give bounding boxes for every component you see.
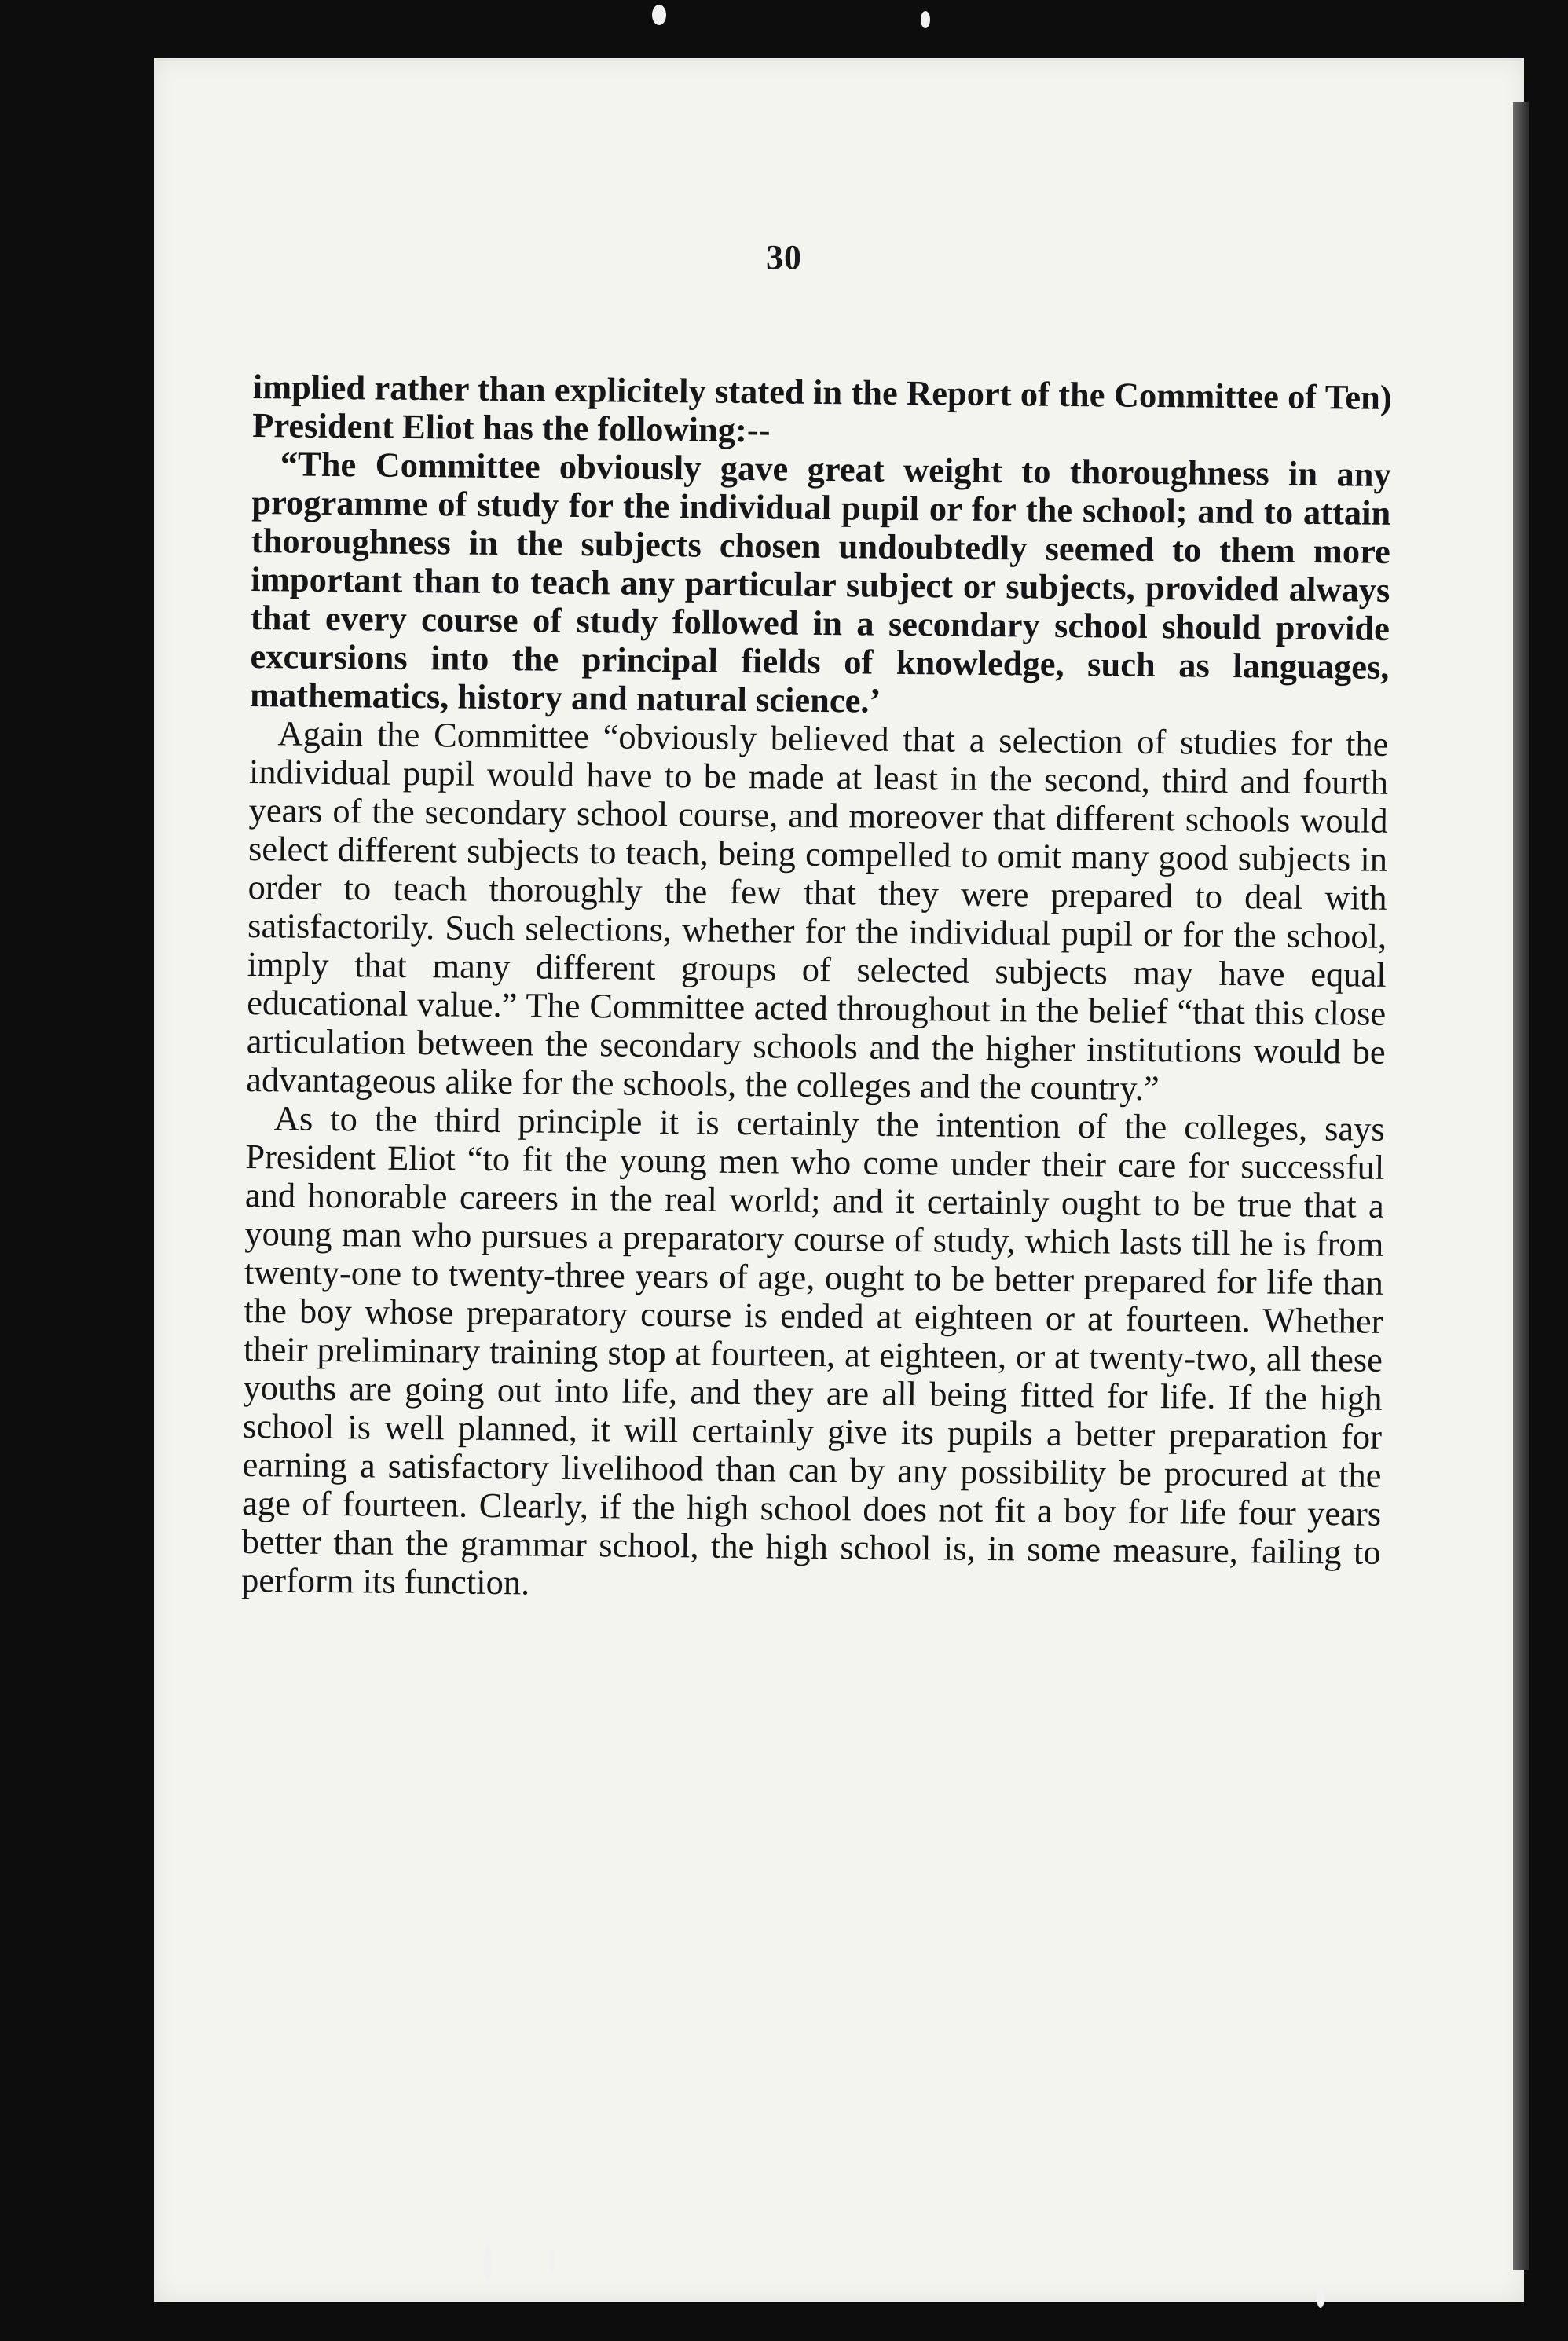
page-edge-shadow	[1513, 102, 1529, 2270]
scan-speck	[921, 11, 930, 28]
scan-speck	[550, 2248, 555, 2272]
scan-speck	[484, 2245, 492, 2281]
paragraph-3: Again the Committee “obviously believed that a selection of studies for the individual pupil would have to be made at least in the second, third and fourth years of the secondary school course, and moreover that different schools would select different subjects to teach, being compelled to omit many good subjects in order to teach thoroughly the few that they were prepared to deal with satisfactorily. Such selections, whether for the individual pupil or for the school, imply that many different groups of selected subjects may have equal educational value.” The Committee acted throughout in the belief “that this close articulation between the secondary schools and the higher institutions would be advantageous alike for the schools, the colleges and the country.”	[246, 713, 1389, 1108]
scan-speck	[1317, 2288, 1324, 2308]
page-number: 30	[766, 238, 802, 277]
scan-speck	[652, 5, 666, 25]
paragraph-2: “The Committee obviously gave great weight to thoroughness in any programme of study for the individual pupil or for the school; and to attain thoroughness in the subjects chosen undoubtedly seemed to them more important than to teach any particular subject or subjects, provided always that every course of study followed in a secondary school should provide excursions into the principal fields of knowledge, such as languages, mathematics, history and natural science.’	[249, 444, 1392, 720]
body-text	[241, 368, 1392, 1610]
paragraph-1: implied rather than explicitely stated in the Report of the Committee of Ten) President Eliot has the following:--	[252, 367, 1392, 450]
paragraph-4: As to the third principle it is certainly the intention of the colleges, says President Eliot “to fit the young men who come under their care for successful and honorable careers in the real world; and it certainly ought to be true that a young man who pursues a preparatory course of study, which lasts till he is from twenty-one to twenty-three years of age, ought to be better prepared for life than the boy whose preparatory course is ended at eighteen or at fourteen. Whether their preliminary training stop at fourteen, at eighteen, or at twenty-two, all these youths are going out into life, and they are all being fitted for life. If the high school is well planned, it will certainly give its pupils a better preparation for earning a satisfactory livelihood than can by any possibility be procured at the age of fourteen. Clearly, if the high school does not fit a boy for life four years better than the grammar school, the high school is, in some measure, failing to perform its function.	[240, 1098, 1386, 1603]
